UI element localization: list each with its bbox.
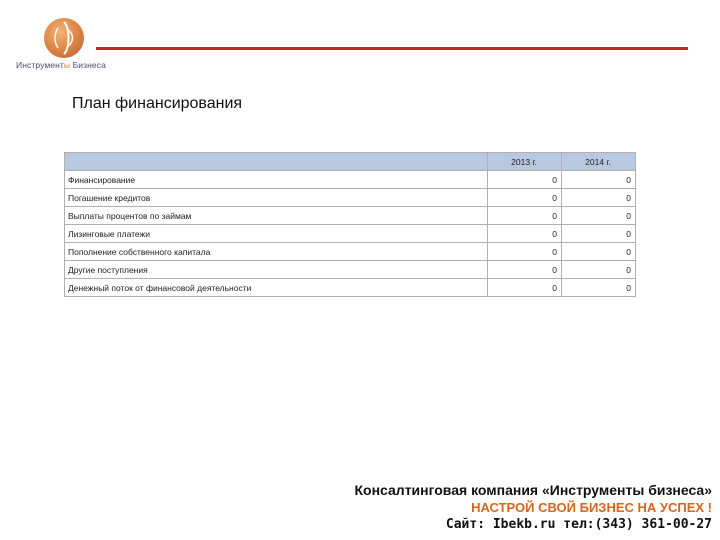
cell-2014: 0 (562, 261, 636, 279)
cell-2014: 0 (562, 189, 636, 207)
table-row (65, 171, 636, 189)
table-row (65, 261, 636, 279)
cell-2014: 0 (562, 207, 636, 225)
cell-2013: 0 (488, 207, 562, 225)
table-row (65, 225, 636, 243)
financing-table (64, 152, 636, 297)
table-row (65, 189, 636, 207)
cell-2013: 0 (488, 243, 562, 261)
footer-company: Консалтинговая компания «Инструменты бизнеса» (354, 482, 712, 498)
cell-2014: 0 (562, 171, 636, 189)
cell-2013: 0 (488, 279, 562, 297)
logo-icon (44, 18, 84, 58)
cell-2014: 0 (562, 225, 636, 243)
row-label: Погашение кредитов (65, 189, 488, 207)
company-logo (14, 16, 124, 72)
row-label: Денежный поток от финансовой деятельности (65, 279, 488, 297)
logo-text: Инструменты Бизнеса (16, 60, 106, 70)
cell-2013: 0 (488, 189, 562, 207)
footer-slogan: НАСТРОЙ СВОЙ БИЗНЕС НА УСПЕХ ! (471, 500, 712, 515)
cell-2014: 0 (562, 243, 636, 261)
year-header: 2013 г. (488, 153, 562, 171)
table-row (65, 207, 636, 225)
table-header-row (65, 153, 636, 171)
cell-2013: 0 (488, 261, 562, 279)
footer (355, 482, 713, 533)
row-label: Пополнение собственного капитала (65, 243, 488, 261)
table-row (65, 243, 636, 261)
row-label: Лизинговые платежи (65, 225, 488, 243)
row-label: Выплаты процентов по займам (65, 207, 488, 225)
table-row (65, 279, 636, 297)
cell-2013: 0 (488, 171, 562, 189)
year-header: 2014 г. (562, 153, 636, 171)
footer-contacts: Сайт: Ibekb.ru тел:(343) 361-00-27 (445, 517, 712, 532)
page-title: План финансирования (72, 95, 243, 112)
header-rule (96, 47, 688, 50)
cell-2013: 0 (488, 225, 562, 243)
row-label: Финансирование (65, 171, 488, 189)
header-blank-cell (65, 153, 488, 171)
row-label: Другие поступления (65, 261, 488, 279)
cell-2014: 0 (562, 279, 636, 297)
